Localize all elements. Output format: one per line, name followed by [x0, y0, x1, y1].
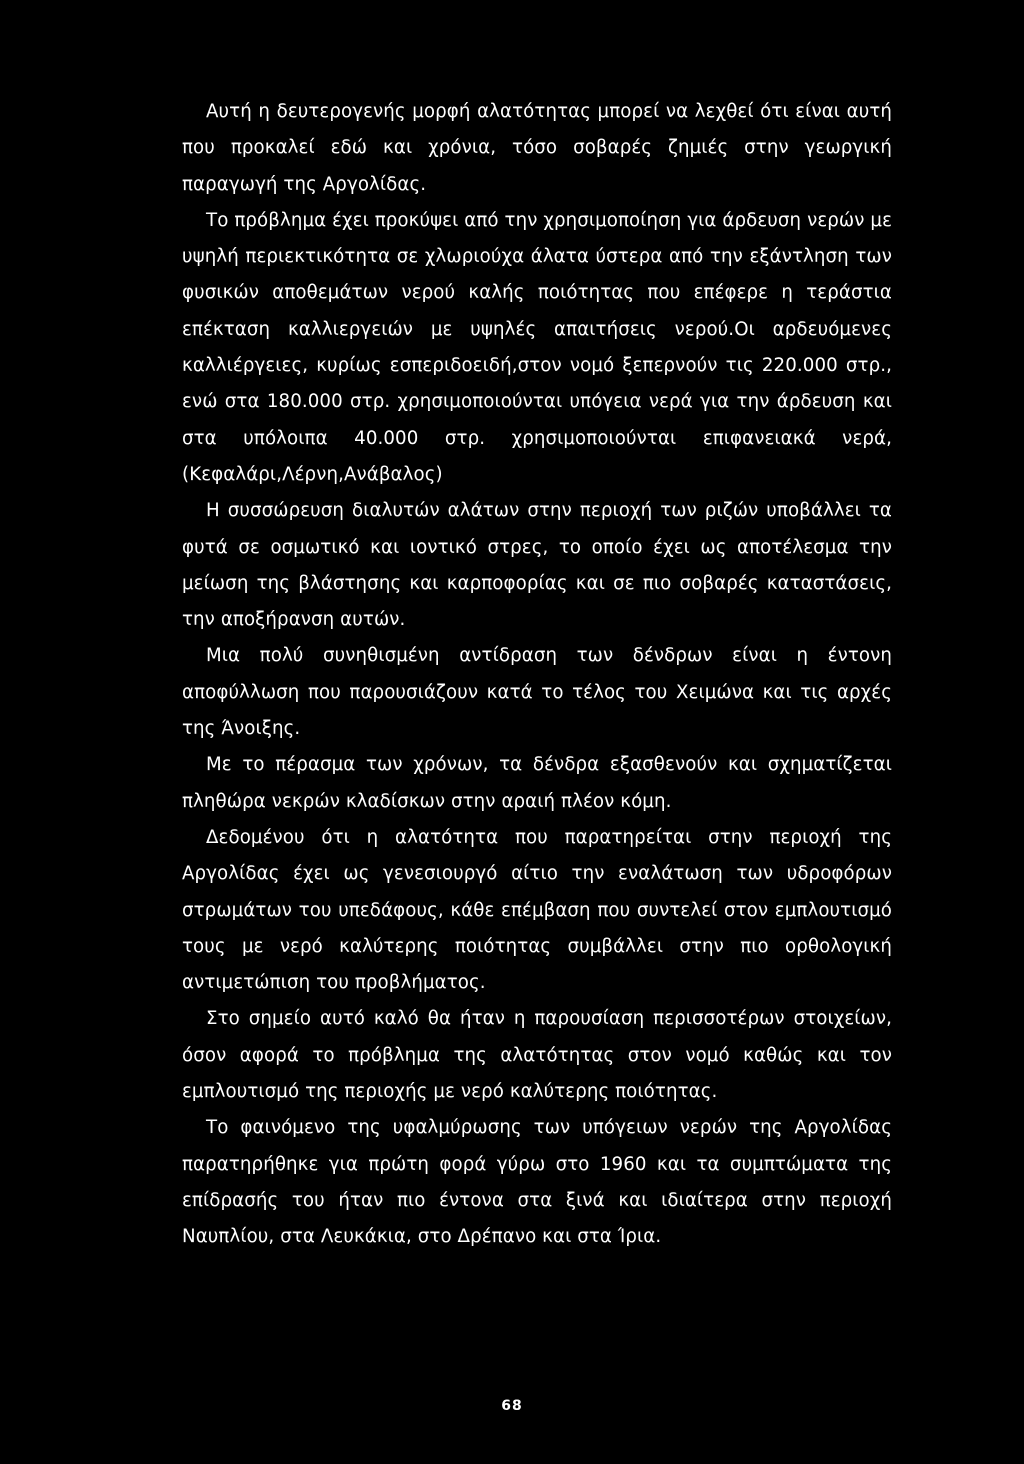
page-number: 68 [501, 1398, 523, 1414]
paragraph-3: Η συσσώρευση διαλυτών αλάτων στην περιοχή των ριζών υποβάλλει τα φυτά σε οσμωτικό και ιοντικό στρες, το οποίο έχει ως αποτέλεσμα την μείωση της βλάστησης και καρποφορίας και σε πιο σοβαρές καταστάσεις, την αποξήρανση αυτών. [182, 500, 892, 631]
paragraph-2: Το πρόβλημα έχει προκύψει από την χρησιμοποίηση για άρδευση νερών με υψηλή περιεκτικότητα σε χλωριούχα άλατα ύστερα από την εξάντληση των φυσικών αποθεμάτων νερού καλής ποιότητας που επέφερε η τεράστια επέκταση καλλιεργειών με υψηλές απαιτήσεις νερού.Οι αρδευόμενες καλλιέργειες, κυρίως εσπεριδοειδή,στον νομό ξεπερνούν τις 220.000 στρ., ενώ στα 180.000 στρ. χρησιμοποιούνται υπόγεια νερά για την άρδευση και στα υπόλοιπα 40.000 στρ. χρησιμοποιούνται επιφανειακά νερά, (Κεφαλάρι,Λέρνη,Ανάβαλος) [182, 209, 892, 485]
paragraph-5: Με το πέρασμα των χρόνων, τα δένδρα εξασθενούν και σχηματίζεται πληθώρα νεκρών κλαδίσκων στην αραιή πλέον κόμη. [182, 754, 892, 812]
paragraph-8: Το φαινόμενο της υφαλμύρωσης των υπόγειων νερών της Αργολίδας παρατηρήθηκε για πρώτη φορά γύρω στο 1960 και τα συμπτώματα της επίδρασής του ήταν πιο έντονα στα ξινά και ιδιαίτερα στην περιοχή Ναυπλίου, στα Λευκάκια, στο Δρέπανο και στα Ίρια. [182, 1117, 892, 1248]
paragraph-7: Στο σημείο αυτό καλό θα ήταν η παρουσίαση περισσοτέρων στοιχείων, όσον αφορά το πρόβλημα της αλατότητας στον νομό καθώς και τον εμπλουτισμό της περιοχής με νερό καλύτερης ποιότητας. [182, 1008, 892, 1103]
paragraph-1: Αυτή η δευτερογενής μορφή αλατότητας μπορεί να λεχθεί ότι είναι αυτή που προκαλεί εδώ και χρόνια, τόσο σοβαρές ζημιές στην γεωργική παραγωγή της Αργολίδας. [182, 101, 892, 195]
document-body [182, 94, 892, 1256]
paragraph-6: Δεδομένου ότι η αλατότητα που παρατηρείται στην περιοχή της Αργολίδας έχει ως γενεσιουργό αίτιο την εναλάτωση των υδροφόρων στρωμάτων του υπεδάφους, κάθε επέμβαση που συντελεί στον εμπλουτισμό τους με νερό καλύτερης ποιότητας συμβάλλει στην πιο ορθολογική αντιμετώπιση του προβλήματος. [182, 826, 892, 994]
paragraph-4: Μια πολύ συνηθισμένη αντίδραση των δένδρων είναι η έντονη αποφύλλωση που παρουσιάζουν κατά το τέλος του Χειμώνα και τις αρχές της Άνοιξης. [182, 645, 892, 740]
